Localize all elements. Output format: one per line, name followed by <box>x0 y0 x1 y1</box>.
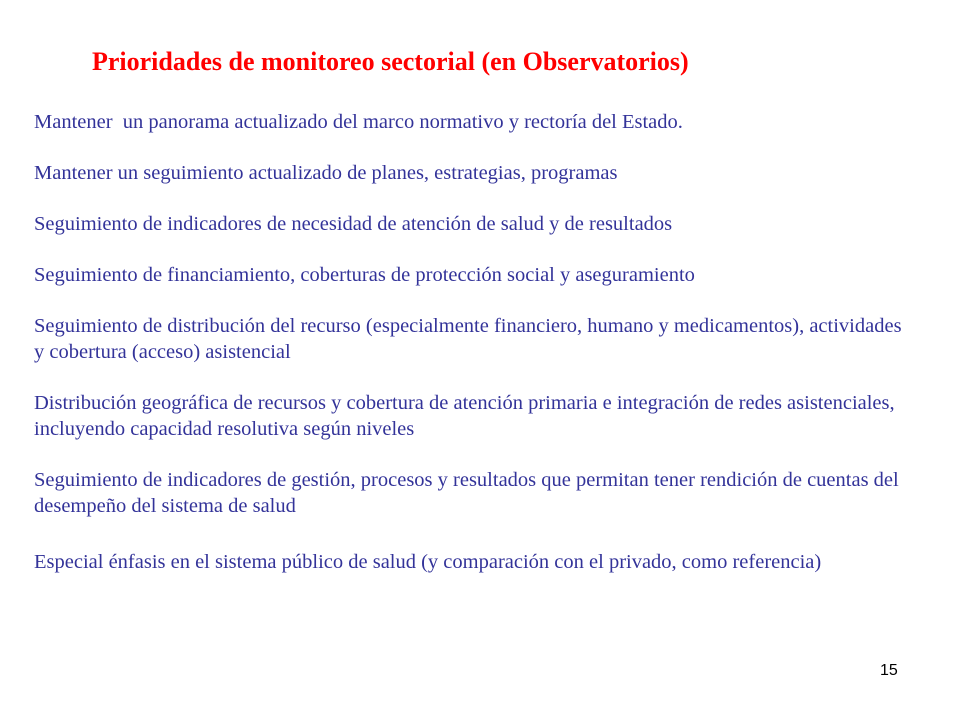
priority-item: Especial énfasis en el sistema público de salud (y comparación con el privado, como referencia) <box>34 551 822 573</box>
slide-title: Prioridades de monitoreo sectorial (en Observatorios) <box>92 47 689 76</box>
priority-item: Seguimiento de distribución del recurso (especialmente financiero, humano y medicamentos), actividades y cobertura (acceso) asistencial <box>34 315 902 363</box>
priority-item: Mantener un seguimiento actualizado de planes, estrategias, programas <box>34 162 618 184</box>
page-number: 15 <box>880 662 898 679</box>
priority-item: Seguimiento de financiamiento, coberturas de protección social y aseguramiento <box>34 264 695 286</box>
priority-item: Mantener un panorama actualizado del marco normativo y rectoría del Estado. <box>34 111 683 133</box>
priority-item: Distribución geográfica de recursos y cobertura de atención primaria e integración de redes asistenciales, incluyendo capacidad resolutiva según niveles <box>34 392 895 440</box>
priority-item: Seguimiento de indicadores de necesidad de atención de salud y de resultados <box>34 213 673 235</box>
priority-item: Seguimiento de indicadores de gestión, procesos y resultados que permitan tener rendición de cuentas del desempeño del sistema de salud <box>34 469 899 517</box>
